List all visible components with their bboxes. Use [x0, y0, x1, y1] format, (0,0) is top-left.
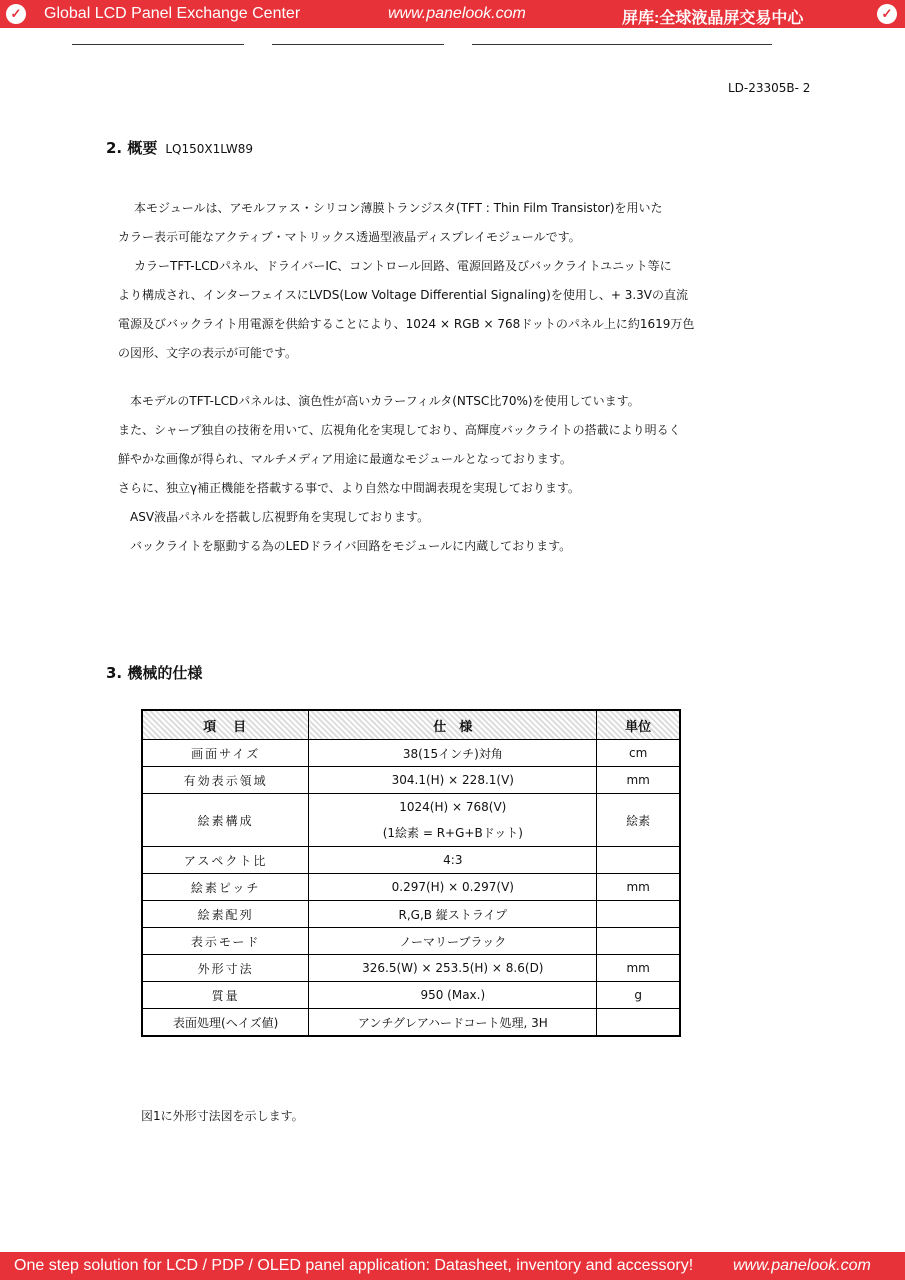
row-spec: 4:3 [309, 847, 597, 874]
section-2-title: 2. 概要 [106, 139, 158, 157]
header-unit: 単位 [597, 710, 680, 740]
top-banner [0, 0, 905, 28]
row-item: 絵素構成 [142, 794, 309, 847]
table-row [142, 928, 680, 955]
row-item: 絵素配列 [142, 901, 309, 928]
table-row [142, 740, 680, 767]
table-row [142, 982, 680, 1009]
table-row [142, 794, 680, 847]
paragraph-line: カラー表示可能なアクティブ・マトリックス透過型液晶ディスプレイモジュールです。 [118, 230, 581, 244]
figure-reference-note: 図1に外形寸法図を示します。 [141, 1109, 304, 1123]
banner-right-text: 屏库:全球液晶屏交易中心 [622, 10, 804, 27]
row-item: 画面サイズ [142, 740, 309, 767]
table-row [142, 874, 680, 901]
table-row [142, 901, 680, 928]
table-row [142, 955, 680, 982]
footer-url-link[interactable]: www.panelook.com [733, 1257, 871, 1274]
row-unit: cm [597, 740, 680, 767]
row-item: 表面処理(ヘイズ値) [142, 1009, 309, 1037]
table-row [142, 847, 680, 874]
overview-paragraph-2 [118, 387, 681, 561]
row-spec: 38(15インチ)対角 [309, 740, 597, 767]
row-item: 外形寸法 [142, 955, 309, 982]
document-number: LD-23305B- 2 [728, 81, 811, 95]
row-spec: 326.5(W) × 253.5(H) × 8.6(D) [309, 955, 597, 982]
section-3-heading: 3. 機械的仕様 [106, 664, 203, 682]
row-unit: mm [597, 874, 680, 901]
header-spec: 仕 様 [309, 710, 597, 740]
row-unit [597, 847, 680, 874]
header-item: 項 目 [142, 710, 309, 740]
banner-url-link[interactable]: www.panelook.com [388, 5, 526, 22]
row-item: 質量 [142, 982, 309, 1009]
row-spec: 950 (Max.) [309, 982, 597, 1009]
row-spec: 304.1(H) × 228.1(V) [309, 767, 597, 794]
row-item: アスペクト比 [142, 847, 309, 874]
row-unit: g [597, 982, 680, 1009]
divider [472, 44, 772, 45]
paragraph-line: の図形、文字の表示が可能です。 [118, 346, 298, 360]
row-unit [597, 901, 680, 928]
row-spec: アンチグレアハードコート処理, 3H [309, 1009, 597, 1037]
row-unit [597, 928, 680, 955]
row-spec: 0.297(H) × 0.297(V) [309, 874, 597, 901]
panelook-logo-icon-right: ✓ [877, 4, 897, 24]
model-number: LQ150X1LW89 [165, 142, 253, 156]
divider [272, 44, 444, 45]
paragraph-line: 本モデルのTFT-LCDパネルは、演色性が高いカラーフィルタ(NTSC比70%)を使用しています。 [130, 394, 640, 408]
row-unit [597, 1009, 680, 1037]
row-unit: 絵素 [597, 794, 680, 847]
footer-text: One step solution for LCD / PDP / OLED panel application: Datasheet, inventory and accessory! [14, 1257, 694, 1274]
paragraph-line: バックライトを駆動する為のLEDドライバ回路をモジュールに内蔵しております。 [130, 539, 572, 553]
row-unit: mm [597, 955, 680, 982]
bottom-banner [0, 1252, 905, 1280]
paragraph-line: さらに、独立γ補正機能を搭載する事で、より自然な中間調表現を実現しております。 [118, 481, 580, 495]
banner-left-text: Global LCD Panel Exchange Center [44, 5, 301, 22]
paragraph-line: より構成され、インターフェイスにLVDS(Low Voltage Differential Signaling)を使用し、+ 3.3Vの直流 [118, 288, 688, 302]
paragraph-line: カラーTFT-LCDパネル、ドライバーIC、コントロール回路、電源回路及びバックライトユニット等に [134, 259, 672, 273]
row-unit: mm [597, 767, 680, 794]
table-header-row [142, 710, 680, 740]
paragraph-line: 本モジュールは、アモルファス・シリコン薄膜トランジスタ(TFT : Thin Film Transistor)を用いた [134, 201, 663, 215]
paragraph-line: 鮮やかな画像が得られ、マルチメディア用途に最適なモジュールとなっております。 [118, 452, 572, 466]
section-2-heading [106, 137, 253, 158]
paragraph-line: ASV液晶パネルを搭載し広視野角を実現しております。 [130, 510, 430, 524]
row-spec: R,G,B 縦ストライプ [309, 901, 597, 928]
row-spec: 1024(H) × 768(V) (1絵素 = R+G+Bドット) [309, 794, 597, 847]
divider [72, 44, 244, 45]
panelook-logo-icon: ✓ [6, 4, 26, 24]
paragraph-line: 電源及びバックライト用電源を供給することにより、1024 × RGB × 768ドットのパネル上に約1619万色 [118, 317, 695, 331]
mechanical-spec-table [141, 709, 681, 1037]
paragraph-line: また、シャープ独自の技術を用いて、広視角化を実現しており、高輝度バックライトの搭載により明るく [118, 423, 681, 437]
table-row [142, 767, 680, 794]
row-spec: ノーマリーブラック [309, 928, 597, 955]
row-item: 表示モード [142, 928, 309, 955]
table-row [142, 1009, 680, 1037]
row-item: 絵素ピッチ [142, 874, 309, 901]
overview-paragraph-1 [118, 194, 694, 368]
row-item: 有効表示領域 [142, 767, 309, 794]
